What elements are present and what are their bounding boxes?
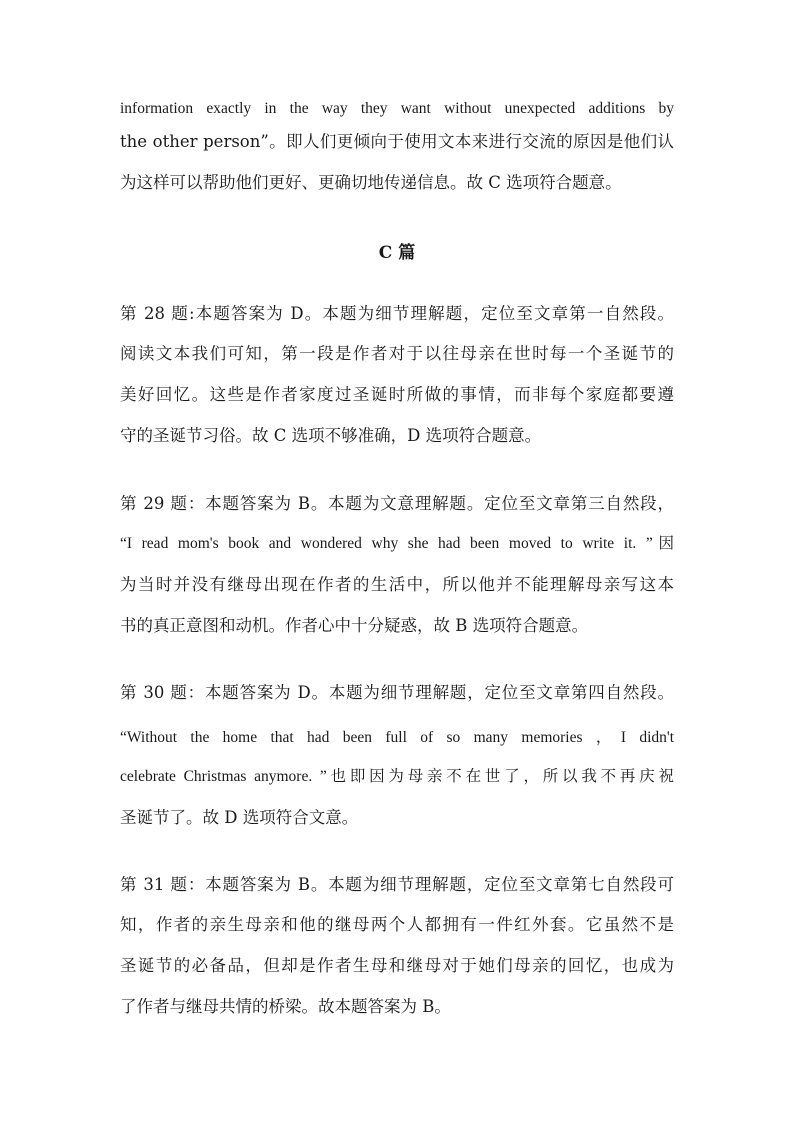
text-line: 书的真正意图和动机。作者心中十分疑惑，故 B 选项符合题意。 (120, 616, 589, 635)
text-line: 为当时并没有继母出现在作者的生活中，所以他并不能理解母亲写这本 (120, 575, 674, 594)
text-line: 守的圣诞节习俗。故 C 选项不够准确，D 选项符合题意。 (120, 426, 542, 445)
text-line: 阅读文本我们可知，第一段是作者对于以往母亲在世时每一个圣诞节的 (120, 344, 674, 363)
text-line: the other person”。即人们更倾向于使用文本来进行交流的原因是他们认 (120, 132, 674, 151)
text-line: “I read mom's book and wondered why she had been moved to write it. ”因 (120, 535, 674, 552)
text-line: “Without the home that had been full of so many memories ，I didn't (120, 729, 674, 746)
text-line: 第 30 题：本题答案为 D。本题为细节理解题，定位至文章第四自然段。 (120, 683, 674, 702)
text-line: 为这样可以帮助他们更好、更确切地传递信息。故 C 选项符合题意。 (120, 173, 622, 192)
text-line: 圣诞节的必备品，但却是作者生母和继母对于她们母亲的回忆，也成为 (120, 956, 674, 975)
text-line: celebrate Christmas anymore. ”也即因为母亲不在世了，所以我不再庆祝 (120, 768, 674, 785)
text-line: 第 31 题：本题答案为 B。本题为细节理解题，定位至文章第七自然段可 (120, 875, 674, 894)
text-line: 知，作者的亲生母亲和他的继母两个人都拥有一件红外套。它虽然不是 (120, 915, 674, 934)
section-heading: C 篇 (378, 243, 416, 263)
text-line: information exactly in the way they want without unexpected additions by (120, 100, 674, 117)
text-line: 第 28 题:本题答案为 D。本题为细节理解题，定位至文章第一自然段。 (120, 304, 674, 323)
text-line: 了作者与继母共情的桥梁。故本题答案为 B。 (120, 997, 451, 1016)
text-line: 圣诞节了。故 D 选项符合文意。 (120, 808, 359, 827)
text-line: 美好回忆。这些是作者家度过圣诞时所做的事情，而非每个家庭都要遵 (120, 385, 674, 404)
text-line: 第 29 题：本题答案为 B。本题为文意理解题。定位至文章第三自然段， (120, 494, 674, 513)
